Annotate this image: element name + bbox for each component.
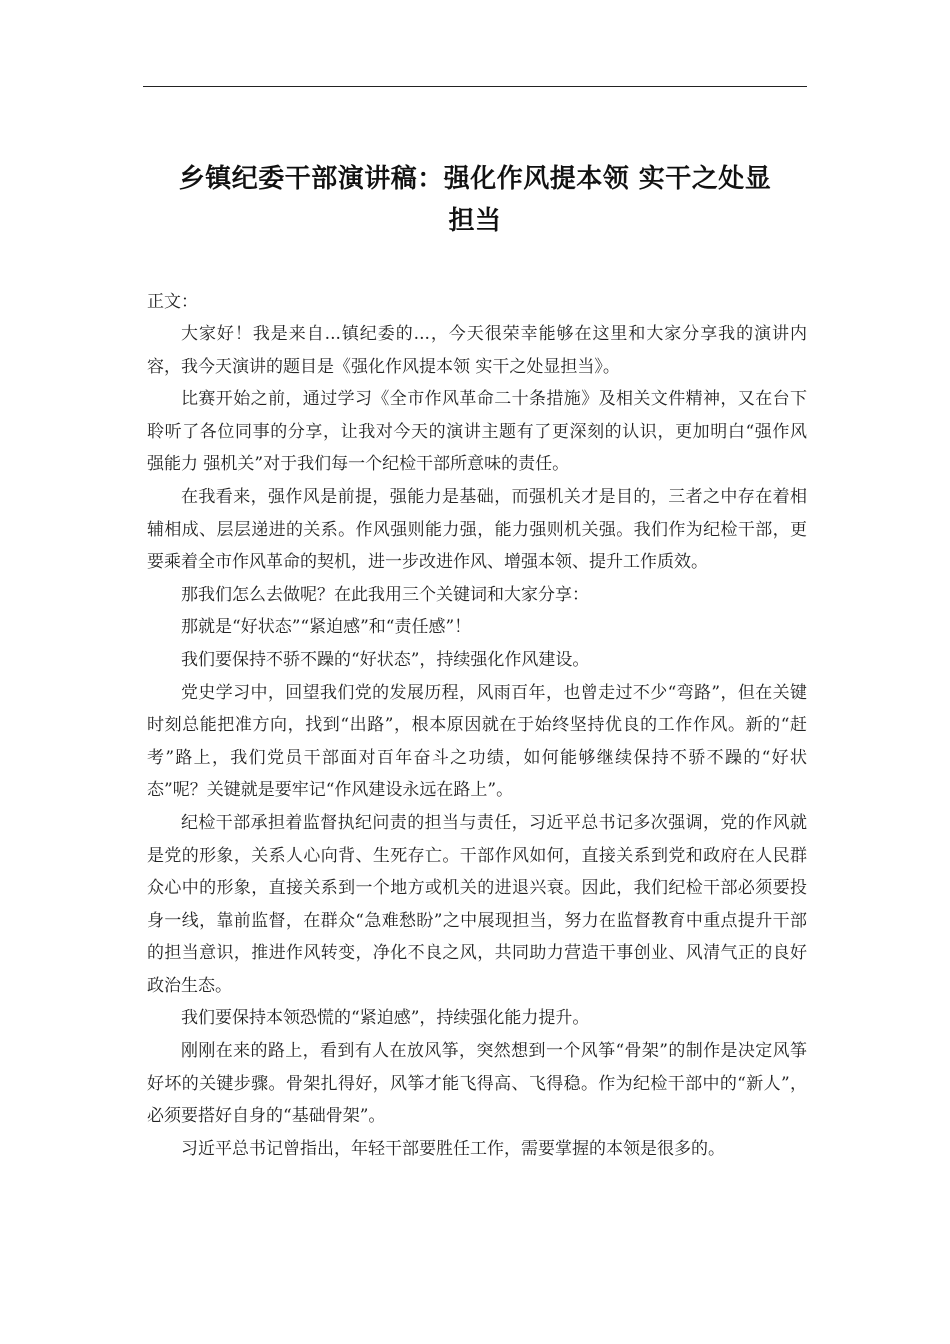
paragraph: 那我们怎么去做呢？在此我用三个关键词和大家分享： (181, 584, 589, 605)
paragraph: 刚刚在来的路上，看到有人在放风筝，突然想到一个风筝“骨架”的制作是决定风筝好坏的关键步骤。骨架扎得好，风筝才能飞得高、飞得稳。作为纪检干部中的“新人”，必须要搭好自身的“基础骨架”。 (147, 1041, 807, 1127)
paragraph: 我们要保持本领恐慌的“紧迫感”，持续强化能力提升。 (181, 1008, 590, 1029)
paragraph: 我们要保持不骄不躁的“好状态”，持续强化作风建设。 (181, 649, 590, 670)
paragraph: 习近平总书记曾指出，年轻干部要胜任工作，需要掌握的本领是很多的。 (181, 1138, 725, 1159)
body-label: 正文： (147, 292, 198, 312)
header-rule (143, 86, 807, 87)
document-body (147, 318, 807, 1165)
paragraph: 那就是“好状态”“紧迫感”和“责任感”！ (181, 617, 472, 638)
paragraph: 纪检干部承担着监督执纪问责的担当与责任，习近平总书记多次强调，党的作风就是党的形象，关系人心向背、生死存亡。干部作风如何，直接关系到党和政府在人民群众心中的形象，直接关系到一个地方或机关的进退兴衰。因此，我们纪检干部必须要投身一线，靠前监督，在群众“急难愁盼”之中展现担当，努力在监督教育中重点提升干部的担当意识，推进作风转变，净化不良之风，共同助力营造干事创业、风清气正的良好政治生态。 (147, 812, 807, 996)
title-line-1: 乡镇纪委干部演讲稿：强化作风提本领 实干之处显 (178, 164, 772, 194)
paragraph: 比赛开始之前，通过学习《全市作风革命二十条措施》及相关文件精神，又在台下聆听了各位同事的分享，让我对今天的演讲主题有了更深刻的认识，更加明白“强作风 强能力 强机关”对于我们每一个纪检干部所意味的责任。 (147, 389, 807, 475)
paragraph: 在我看来，强作风是前提，强能力是基础，而强机关才是目的，三者之中存在着相辅相成、层层递进的关系。作风强则能力强，能力强则机关强。我们作为纪检干部，更要乘着全市作风革命的契机，进一步改进作风、增强本领、提升工作质效。 (147, 486, 807, 573)
paragraph: 党史学习中，回望我们党的发展历程，风雨百年，也曾走过不少“弯路”，但在关键时刻总能把准方向，找到“出路”，根本原因就在于始终坚持优良的工作作风。新的“赶考”路上，我们党员干部面对百年奋斗之功绩，如何能够继续保持不骄不躁的“好状态”呢？关键就是要牢记“作风建设永远在路上”。 (147, 682, 807, 801)
title-line-2: 担当 (448, 206, 502, 236)
paragraph: 大家好！我是来自...镇纪委的...，今天很荣幸能够在这里和大家分享我的演讲内容，我今天演讲的题目是《强化作风提本领 实干之处显担当》。 (147, 324, 807, 377)
document-title (143, 158, 807, 242)
